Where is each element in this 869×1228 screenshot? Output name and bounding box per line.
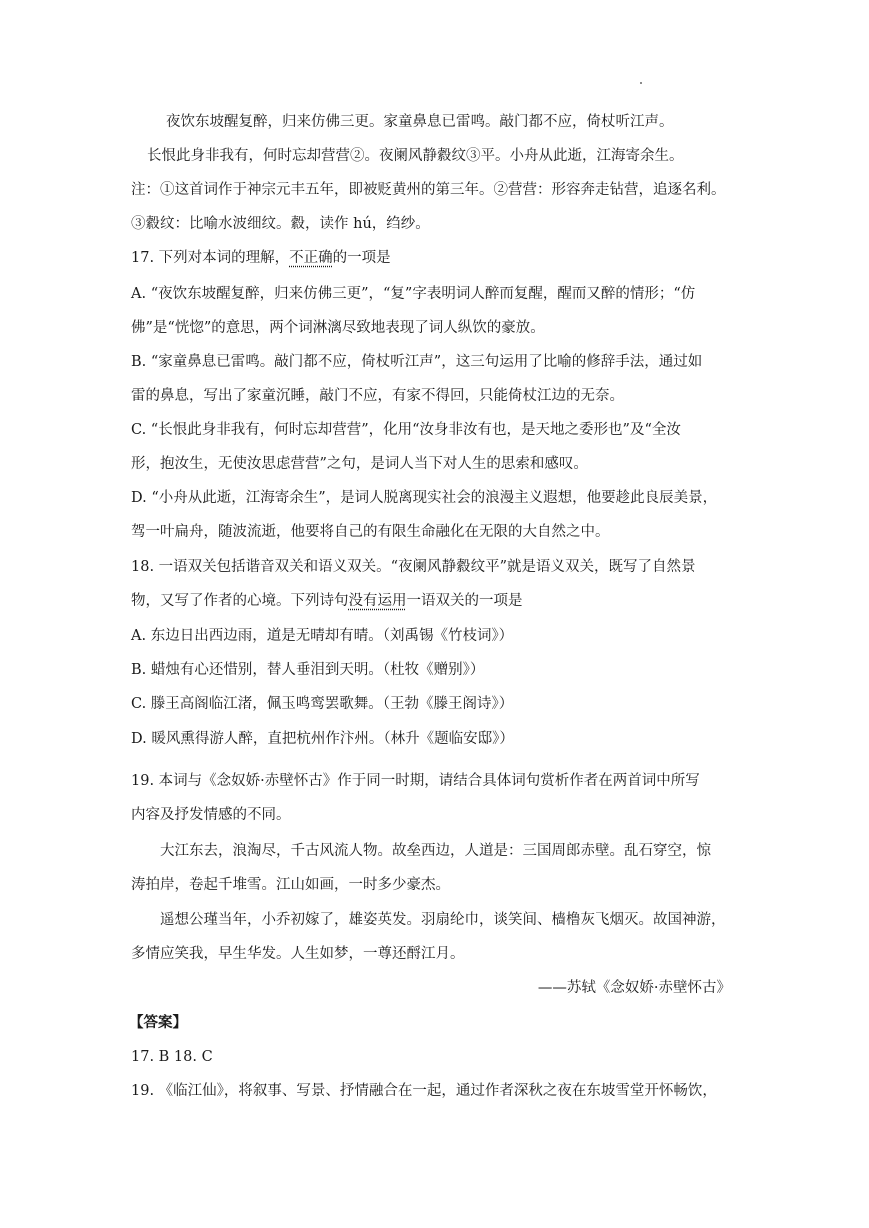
q19-poem-line2: 涛拍岸，卷起千堆雪。江山如画，一时多少豪杰。: [131, 877, 450, 893]
question-18-line1: 18. 一语双关包括谐音双关和语义双关。“夜阑风静縠纹平”就是语义双关，既写了自然景: [131, 559, 696, 575]
q17-option-c-line1: C. “长恨此身非我有，何时忘却营营”，化用“汝身非汝有也，是天地之委形也”及“全汝: [131, 422, 681, 438]
answer-line-1: 17. B 18. C: [131, 1049, 213, 1065]
q17-suffix: 的一项是: [332, 250, 391, 266]
q17-option-d-line1: D. “小舟从此逝，江海寄余生”，是词人脱离现实社会的浪漫主义遐想，他要趁此良辰美景，: [131, 490, 718, 506]
q19-poem-line3: 遥想公瑾当年，小乔初嫁了，雄姿英发。羽扇纶巾，谈笑间、樯橹灰飞烟灭。故国神游，: [160, 912, 726, 928]
question-19-line2: 内容及抒发情感的不同。: [131, 807, 291, 823]
q19-poem-line1: 大江东去，浪淘尽，千古风流人物。故垒西边，人道是：三国周郎赤壁。乱石穿空，惊: [160, 843, 711, 859]
q17-option-d-line2: 驾一叶扁舟，随波流逝，他要将自己的有限生命融化在无限的大自然之中。: [131, 524, 610, 540]
q18-suffix: 一语双关的一项是: [406, 593, 523, 609]
q18-option-b: B. 蜡烛有心还惜别，替人垂泪到天明。（杜牧《赠别》）: [131, 662, 485, 678]
q19-attribution: ——苏轼《念奴娇·赤壁怀古》: [537, 980, 731, 996]
notes-line-2: ③縠纹：比喻水波细纹。縠，读作 hú，绉纱。: [131, 216, 430, 232]
question-19-line1: 19. 本词与《念奴娇·赤壁怀古》作于同一时期，请结合具体词句赏析作者在两首词中所写: [131, 773, 700, 789]
q18-emphasis: 没有运用: [348, 593, 407, 609]
q18-option-a: A. 东边日出西边雨，道是无晴却有晴。（刘禹锡《竹枝词》）: [131, 628, 514, 644]
q19-poem-line4: 多情应笑我，早生华发。人生如梦，一尊还酹江月。: [131, 946, 465, 962]
answer-line-2: 19. 《临江仙》，将叙事、写景、抒情融合在一起，通过作者深秋之夜在东坡雪堂开怀畅饮，: [131, 1083, 717, 1099]
q18-option-d: D. 暖风熏得游人醉，直把杭州作汴州。（林升《题临安邸》）: [131, 731, 514, 747]
q17-option-b-line1: B. “家童鼻息已雷鸣。敲门都不应，倚杖听江声”，这三句运用了比喻的修辞手法，通过如: [131, 354, 703, 370]
q17-option-a-line1: A. “夜饮东坡醒复醉，归来仿佛三更”，“复”字表明词人醉而复醒，醒而又醉的情形；“仿: [131, 286, 696, 302]
q17-option-b-line2: 雷的鼻息，写出了家童沉睡，敲门不应，有家不得回，只能倚杖江边的无奈。: [131, 388, 624, 404]
poem-line-1: 夜饮东坡醒复醉，归来仿佛三更。家童鼻息已雷鸣。敲门都不应，倚杖听江声。: [166, 114, 674, 130]
q17-option-a-line2: 佛”是“恍惚”的意思，两个词淋漓尽致地表现了词人纵饮的豪放。: [131, 320, 545, 336]
question-18-line2: [131, 591, 731, 611]
notes-line-1: 注：①这首词作于神宗元丰五年，即被贬黄州的第三年。②营营：形容奔走钻营，追逐名利。: [131, 182, 726, 198]
page-mark: [640, 82, 642, 84]
q17-emphasis: 不正确: [289, 250, 333, 266]
poem-line-2: 长恨此身非我有，何时忘却营营②。夜阑风静縠纹③平。小舟从此逝，江海寄余生。: [147, 148, 684, 164]
answer-heading: 【答案】: [129, 1014, 187, 1031]
q18-option-c: C. 滕王高阁临江渚，佩玉鸣鸾罢歌舞。（王勃《滕王阁诗》）: [131, 696, 514, 712]
q17-option-c-line2: 形，抱汝生，无使汝思虑营营”之句，是词人当下对人生的思索和感叹。: [131, 456, 588, 472]
question-17: [131, 248, 731, 268]
q17-prefix: 17. 下列对本词的理解，: [131, 250, 290, 266]
q18-prefix: 物，又写了作者的心境。下列诗句: [131, 593, 349, 609]
